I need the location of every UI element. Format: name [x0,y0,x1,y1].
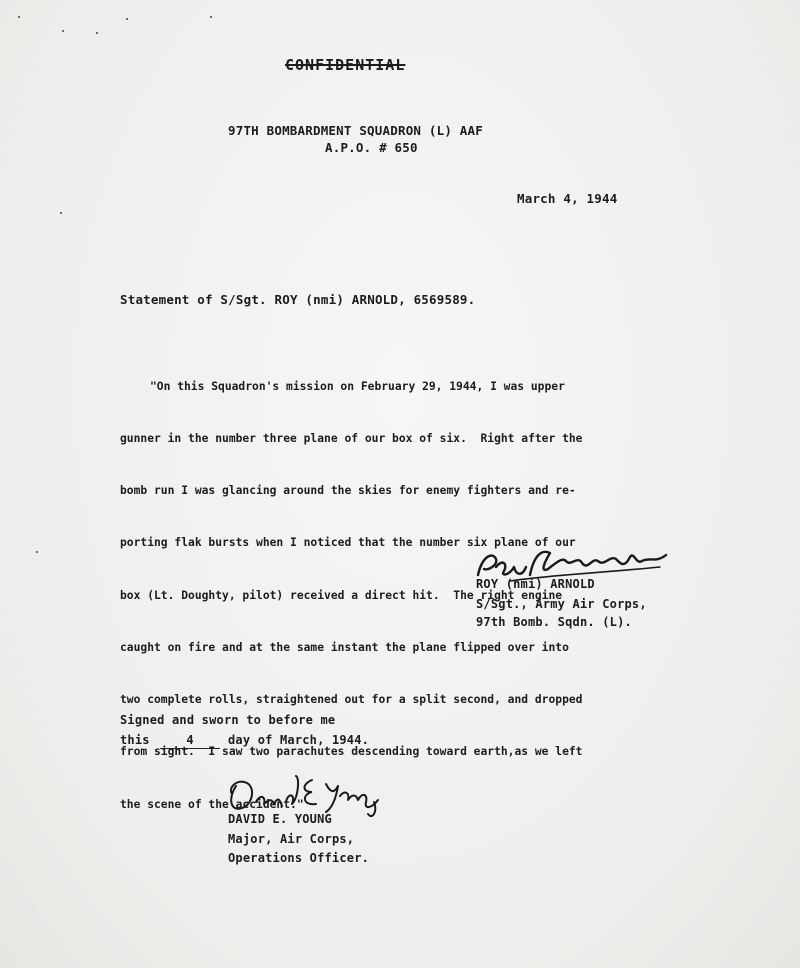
body-line: the scene of the accident." [120,797,304,811]
statement-heading: Statement of S/Sgt. ROY (nmi) ARNOLD, 6569589. [120,292,476,307]
scan-speck [60,212,62,214]
body-line: box (Lt. Doughty, pilot) received a direct hit. The right engine [120,588,563,602]
document-date: March 4, 1944 [517,191,618,206]
body-line: bomb run I was glancing around the skies for enemy fighters and re- [120,484,576,498]
scan-speck [36,551,38,553]
scan-speck [18,16,20,18]
signer-name: ROY (nmi) ARNOLD [476,577,595,591]
body-line: caught on fire and at the same instant the plane flipped over into [120,640,569,654]
body-line: two complete rolls, straightened out for a split second, and dropped [120,693,583,707]
scan-speck [126,18,128,20]
officer-rank: Major, Air Corps, [228,832,355,846]
body-line: from sight. I saw two parachutes descending toward earth,as we left [120,745,583,759]
body-line: porting flak bursts when I noticed that the number six plane of our [120,536,576,550]
statement-body [120,343,690,848]
squadron-header: 97TH BOMBARDMENT SQUADRON (L) AAF [228,123,483,138]
officer-name: DAVID E. YOUNG [228,812,332,826]
sworn-suffix: day of March, 1944. [228,733,370,747]
body-line: "On this Squadron's mission on February 29, 1944, I was upper [150,379,565,393]
scan-speck [62,30,64,32]
apo-header: A.P.O. # 650 [325,140,418,155]
signer-unit: 97th Bomb. Sqdn. (L). [476,615,632,629]
scan-speck [210,16,212,18]
sworn-day: 4 [160,733,220,749]
signer-rank: S/Sgt., Army Air Corps, [476,597,647,611]
body-line: gunner in the number three plane of our box of six. Right after the [120,432,583,446]
sworn-line: Signed and sworn to before me [120,713,336,727]
sworn-prefix: this [120,733,150,747]
scan-speck [96,32,98,34]
classification-mark: CONFIDENTIAL [285,56,406,74]
officer-role: Operations Officer. [228,851,370,865]
